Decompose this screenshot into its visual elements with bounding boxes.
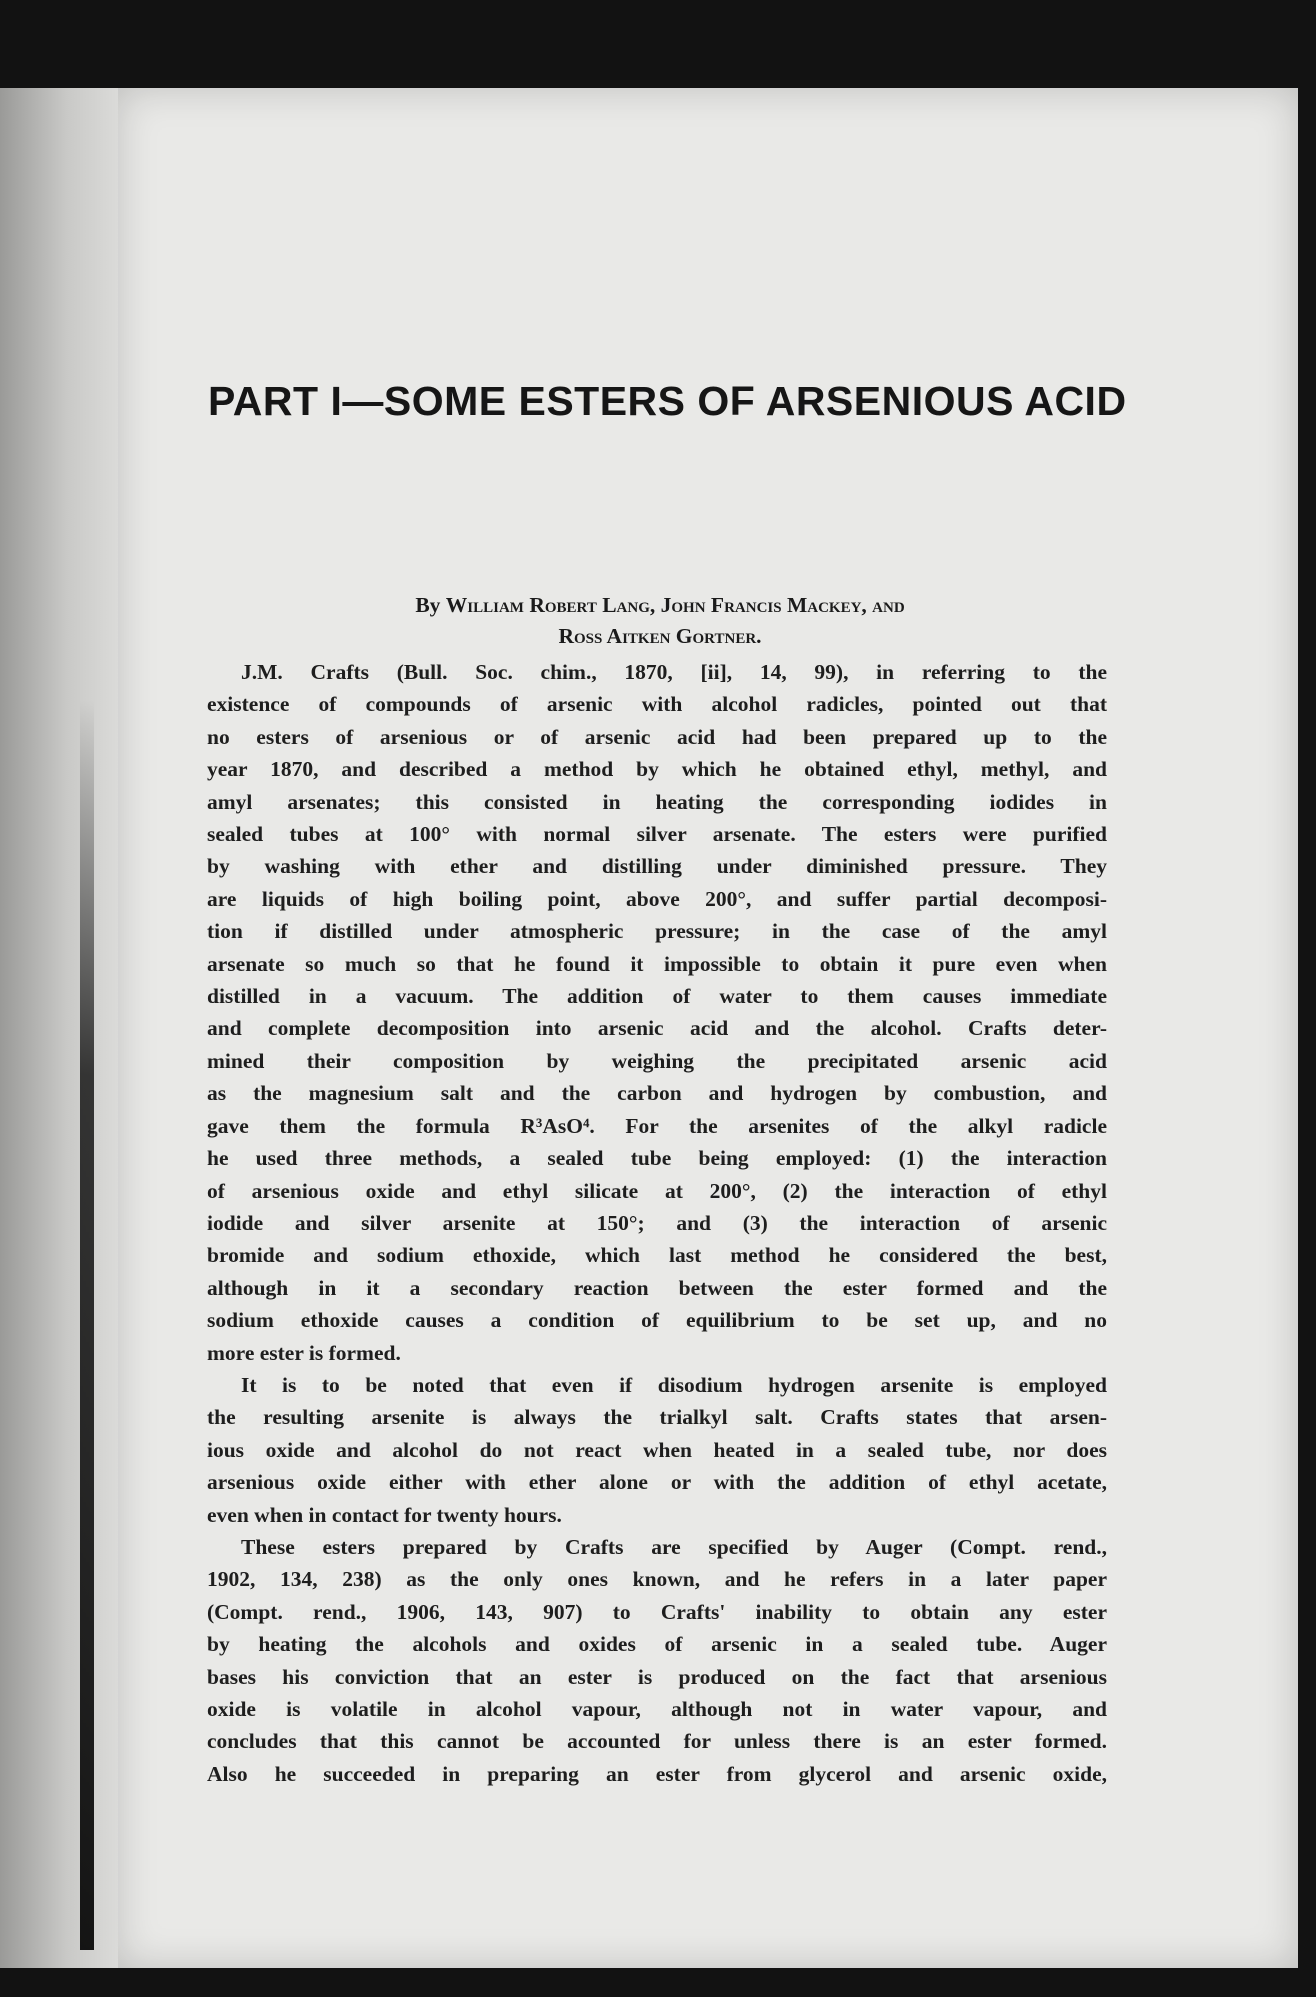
text-line: are liquids of high boiling point, above 200°, and suffer partial decomposi- (207, 886, 1107, 911)
text-line: as the magnesium salt and the carbon and hydrogen by combustion, and (207, 1081, 1107, 1106)
text-line: 1902, 134, 238) as the only ones known, and he refers in a later paper (207, 1567, 1107, 1592)
text-line: gave them the formula R³AsO⁴. For the arsenites of the alkyl radicle (207, 1113, 1107, 1138)
byline-prefix: By (415, 593, 441, 617)
byline-line-1 (200, 590, 1120, 621)
text-line: distilled in a vacuum. The addition of water to them causes immediate (207, 984, 1107, 1009)
text-line: Also he succeeded in preparing an ester from glycerol and arsenic oxide, (207, 1761, 1107, 1786)
text-line: arsenate so much so that he found it impossible to obtain it pure even when (207, 951, 1107, 976)
text-line: existence of compounds of arsenic with alcohol radicles, pointed out that (207, 692, 1107, 717)
text-line: mined their composition by weighing the precipitated arsenic acid (207, 1048, 1107, 1073)
text-line: year 1870, and described a method by which he obtained ethyl, methyl, and (207, 757, 1107, 782)
paragraph-2 (207, 1369, 1107, 1531)
byline-authors-1: William Robert Lang, John Francis Mackey, and (445, 593, 905, 617)
text-line: by washing with ether and distilling under diminished pressure. They (207, 854, 1107, 879)
paragraph-1 (207, 656, 1107, 1369)
binding-shadow (80, 700, 94, 1950)
text-line: iodide and silver arsenite at 150°; and (3) the interaction of arsenic (207, 1210, 1107, 1235)
text-line: even when in contact for twenty hours. (207, 1502, 562, 1527)
text-line: and complete decomposition into arsenic acid and the alcohol. Crafts deter- (207, 1016, 1107, 1041)
text-line: These esters prepared by Crafts are specified by Auger (Compt. rend., (241, 1534, 1107, 1559)
text-line: J.M. Crafts (Bull. Soc. chim., 1870, [ii], 14, 99), in referring to the (241, 660, 1107, 684)
text-line: of arsenious oxide and ethyl silicate at 200°, (2) the interaction of ethyl (207, 1178, 1107, 1203)
text-line: by heating the alcohols and oxides of arsenic in a sealed tube. Auger (207, 1632, 1107, 1657)
text-line: although in it a secondary reaction between the ester formed and the (207, 1275, 1107, 1300)
text-line: sodium ethoxide causes a condition of equilibrium to be set up, and no (207, 1308, 1107, 1333)
text-line: bromide and sodium ethoxide, which last method he considered the best, (207, 1243, 1107, 1268)
text-line: arsenious oxide either with ether alone or with the addition of ethyl acetate, (207, 1470, 1107, 1495)
facing-page-edge (0, 88, 122, 1968)
text-line: ious oxide and alcohol do not react when heated in a sealed tube, nor does (207, 1437, 1107, 1462)
text-line: oxide is volatile in alcohol vapour, although not in water vapour, and (207, 1697, 1107, 1721)
text-line: more ester is formed. (207, 1340, 401, 1365)
byline-authors-2: Ross Aitken Gortner. (558, 624, 762, 648)
text-line: he used three methods, a sealed tube being employed: (1) the interaction (207, 1146, 1107, 1171)
text-line: (Compt. rend., 1906, 143, 907) to Crafts' inability to obtain any ester (207, 1599, 1107, 1624)
text-line: amyl arsenates; this consisted in heating the corresponding iodides in (207, 789, 1107, 814)
article-body (207, 656, 1107, 1790)
text-line: tion if distilled under atmospheric pressure; in the case of the amyl (207, 919, 1107, 944)
author-byline (200, 590, 1120, 652)
text-line: sealed tubes at 100° with normal silver arsenate. The esters were purified (207, 822, 1107, 847)
text-line: concludes that this cannot be accounted for unless there is an ester formed. (207, 1729, 1107, 1754)
text-line: the resulting arsenite is always the trialkyl salt. Crafts states that arsen- (207, 1405, 1107, 1430)
text-line: It is to be noted that even if disodium hydrogen arsenite is employed (241, 1372, 1107, 1397)
page-title: PART I—SOME ESTERS OF ARSENIOUS ACID (208, 378, 1127, 424)
text-line: bases his conviction that an ester is produced on the fact that arsenious (207, 1664, 1107, 1689)
paragraph-3 (207, 1531, 1107, 1790)
text-line: no esters of arsenious or of arsenic acid had been prepared up to the (207, 724, 1107, 749)
